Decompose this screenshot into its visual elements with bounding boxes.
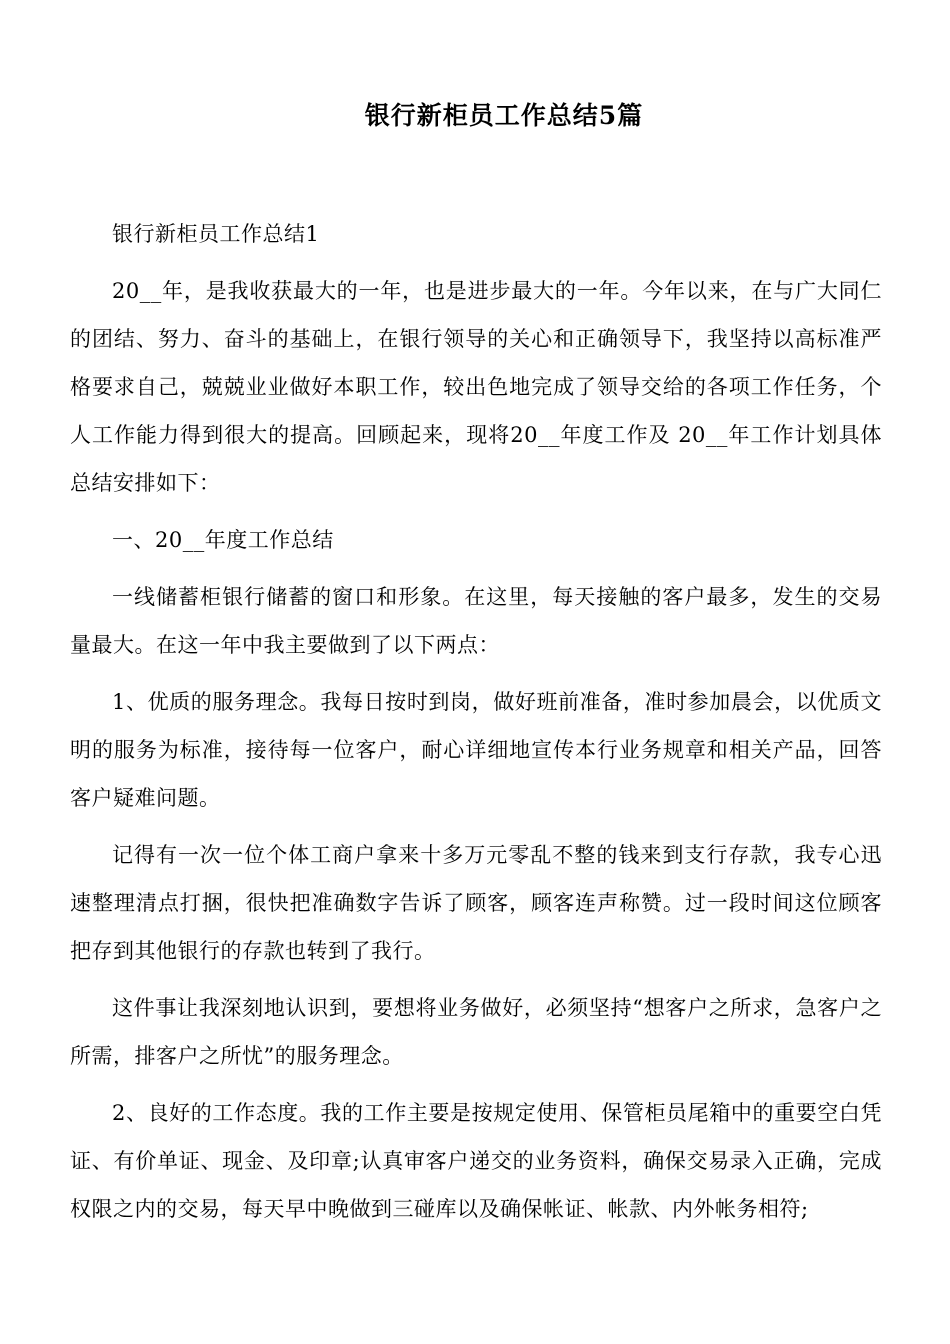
paragraph-counter-overview: 一线储蓄柜银行储蓄的窗口和形象。在这里，每天接触的客户最多，发生的交易量最大。在这一年中我主要做到了以下两点：: [70, 585, 882, 657]
section-heading-annual-summary: 一、20__年度工作总结: [112, 528, 334, 552]
paragraph-work-attitude: 2、良好的工作态度。我的工作主要是按规定使用、保管柜员尾箱中的重要空白凭证、有价单证、现金、及印章;认真审客户递交的业务资料，确保交易录入正确，完成权限之内的交易，每天早中晚做到三碰库以及确保帐证、帐款、内外帐务相符;: [70, 1101, 882, 1221]
section-heading-1: 银行新柜员工作总结1: [112, 222, 320, 246]
paragraph-intro: 20__年，是我收获最大的一年，也是进步最大的一年。今年以来，在与广大同仁的团结、努力、奋斗的基础上，在银行领导的关心和正确领导下，我坚持以高标准严格要求自己，兢兢业业做好本职工作，较出色地完成了领导交给的各项工作任务，个人工作能力得到很大的提高。回顾起来，现将20__年度工作及 20__年工作计划具体总结安排如下：: [70, 279, 882, 495]
document-body: [70, 210, 882, 1242]
paragraph-customer-story: 记得有一次一位个体工商户拿来十多万元零乱不整的钱来到支行存款，我专心迅速整理清点打捆，很快把准确数字告诉了顾客，顾客连声称赞。过一段时间这位顾客把存到其他银行的存款也转到了我行。: [70, 843, 882, 963]
document-title: 银行新柜员工作总结5篇: [364, 101, 644, 130]
paragraph-service-concept: 1、优质的服务理念。我每日按时到岗，做好班前准备，准时参加晨会，以优质文明的服务为标准，接待每一位客户，耐心详细地宣传本行业务规章和相关产品，回答客户疑难问题。: [70, 690, 882, 810]
paragraph-lesson: 这件事让我深刻地认识到，要想将业务做好，必须坚持“想客户之所求，急客户之所需，排客户之所忧”的服务理念。: [70, 996, 882, 1068]
